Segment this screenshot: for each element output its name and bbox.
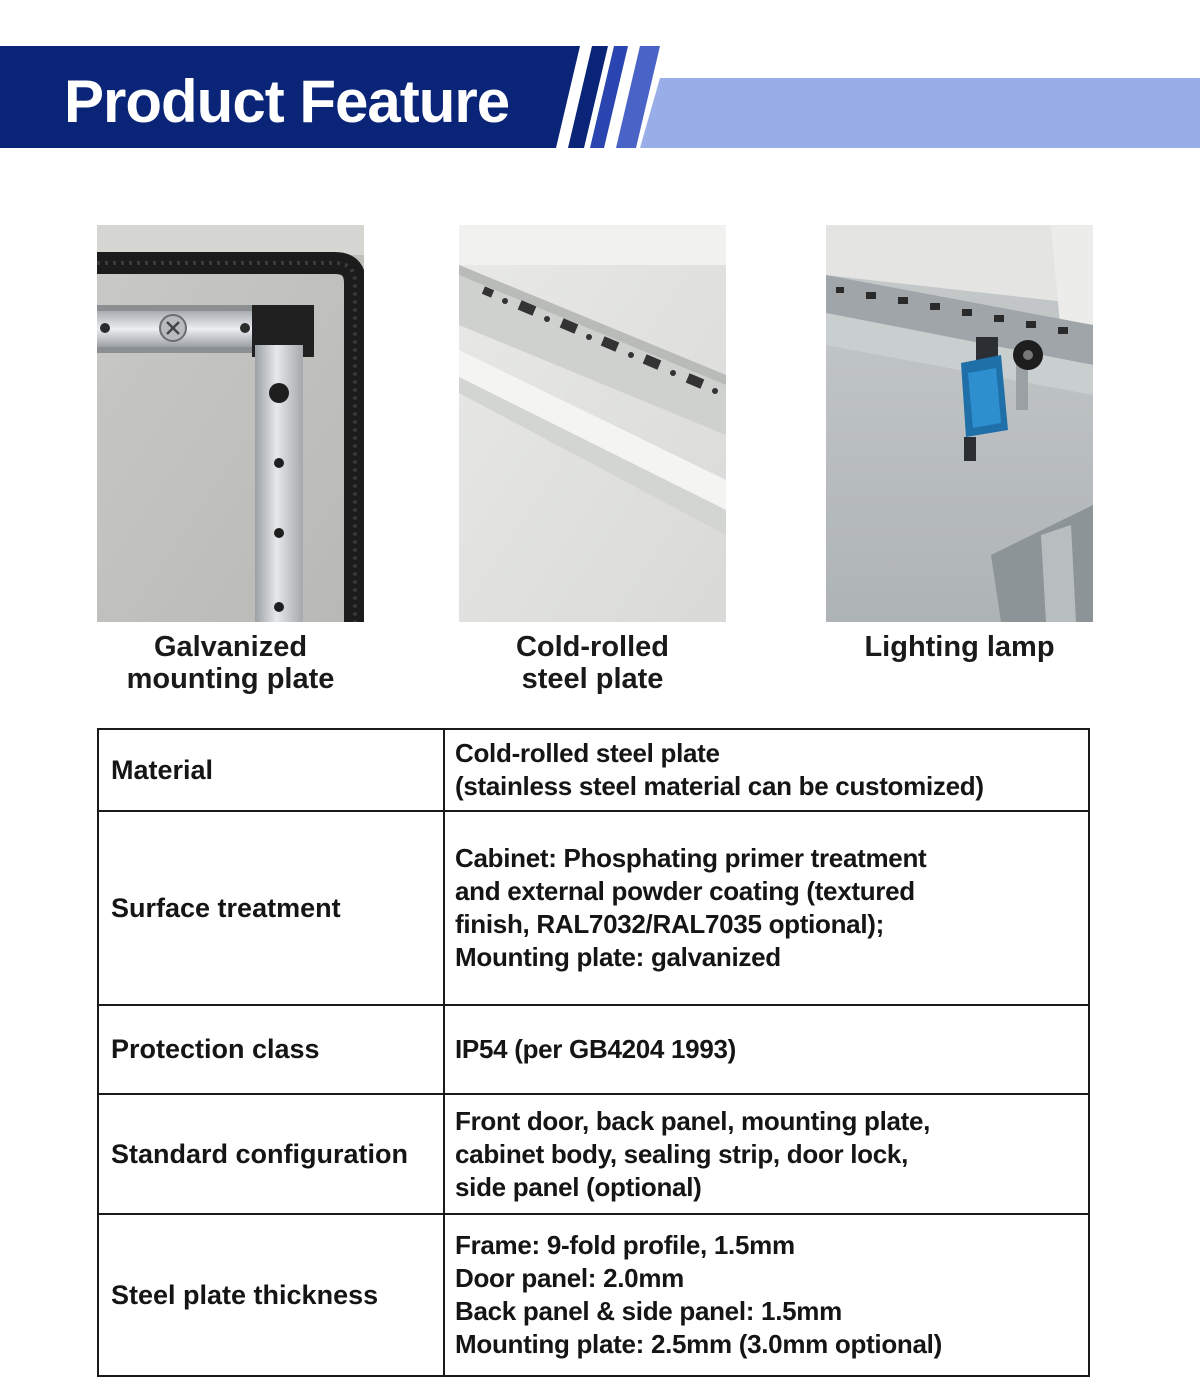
spec-key: Standard configuration (98, 1094, 444, 1214)
lighting-lamp-photo (826, 225, 1093, 622)
spec-key: Protection class (98, 1005, 444, 1094)
spec-line: Cold-rolled steel plate (455, 738, 720, 768)
caption-line1: Galvanized (153, 631, 308, 663)
spec-line: Back panel & side panel: 1.5mm (455, 1296, 842, 1326)
spec-value (444, 1005, 1089, 1094)
feature-cold-rolled-plate (459, 225, 726, 695)
table-row (98, 1214, 1089, 1376)
table-row (98, 1094, 1089, 1214)
spec-value (444, 811, 1089, 1005)
spec-line: Cabinet: Phosphating primer treatment (455, 843, 927, 873)
spec-line: cabinet body, sealing strip, door lock, (455, 1138, 909, 1169)
table-row (98, 1005, 1089, 1094)
spec-value (444, 1094, 1089, 1214)
spec-line: finish, RAL7032/RAL7035 optional); (455, 909, 884, 939)
spec-key: Steel plate thickness (98, 1214, 444, 1376)
caption-line2: steel plate (521, 663, 664, 695)
header-banner (0, 0, 1200, 160)
spec-line: (stainless steel material can be customized) (455, 771, 984, 801)
spec-table (97, 728, 1090, 1377)
galvanized-plate-photo (97, 225, 364, 622)
spec-line: Mounting plate: 2.5mm (3.0mm optional) (455, 1329, 942, 1359)
spec-line: IP54 (per GB4204 1993) (455, 1034, 737, 1064)
feature-lighting-lamp (826, 225, 1093, 663)
spec-line: side panel (optional) (455, 1171, 702, 1202)
spec-line: Mounting plate: galvanized (455, 942, 781, 972)
spec-value (444, 1214, 1089, 1376)
cold-rolled-plate-photo (459, 225, 726, 622)
feature-caption (419, 631, 766, 695)
caption-line1: Cold-rolled (515, 631, 670, 663)
spec-line: Door panel: 2.0mm (455, 1263, 684, 1293)
spec-key: Surface treatment (98, 811, 444, 1005)
caption-line2: mounting plate (126, 663, 335, 695)
spec-line: and external powder coating (textured (455, 876, 915, 906)
table-row (98, 811, 1089, 1005)
spec-key: Material (98, 729, 444, 811)
table-row (98, 729, 1089, 811)
chevron-down-icon[interactable] (0, 0, 40, 40)
spec-line: Frame: 9-fold profile, 1.5mm (455, 1230, 795, 1260)
spec-value (444, 729, 1089, 811)
feature-caption (57, 631, 404, 695)
feature-galvanized-plate (97, 225, 364, 695)
page-title: Product Feature (64, 68, 510, 135)
caption-line1: Lighting lamp (864, 631, 1055, 663)
feature-caption (786, 631, 1133, 663)
spec-line: Front door, back panel, mounting plate, (455, 1105, 931, 1136)
